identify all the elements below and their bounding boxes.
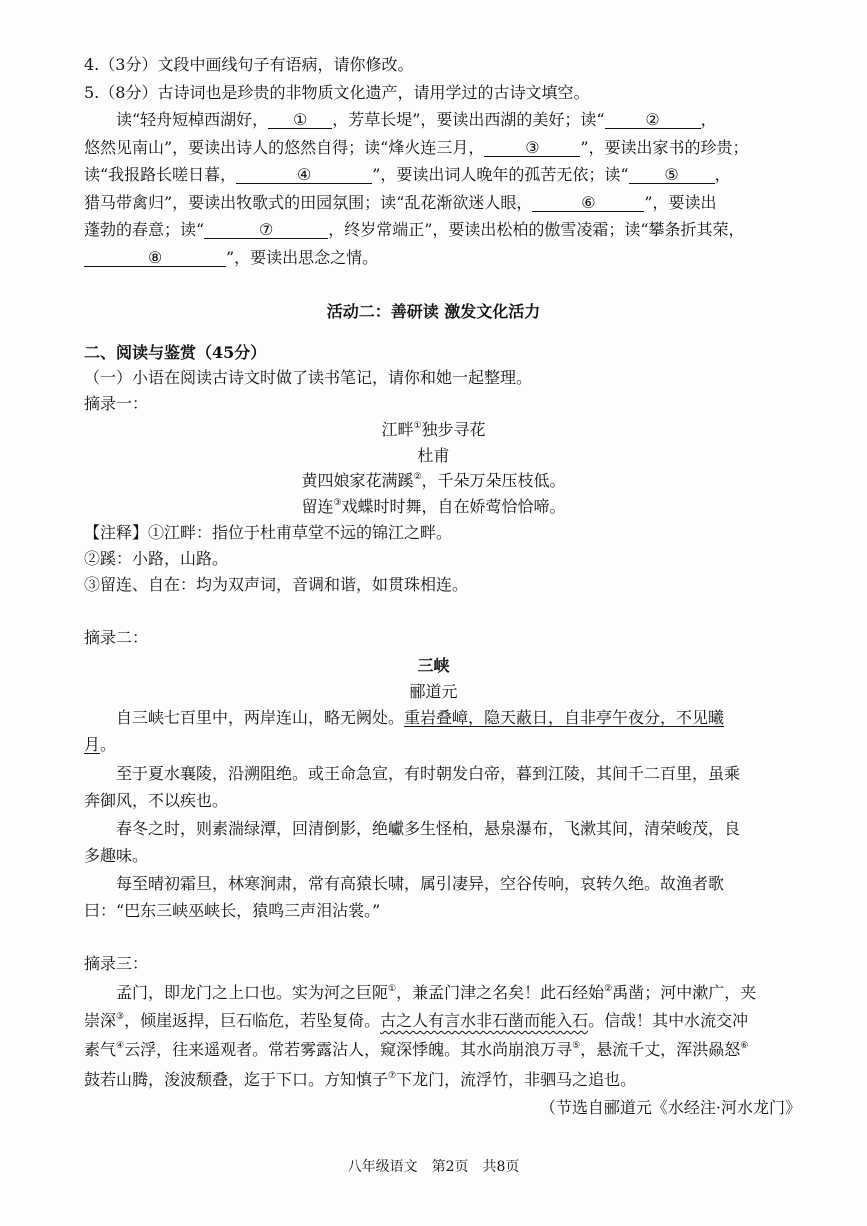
text-segment: 留连 [301,497,334,516]
footnote-marker: ① [413,421,422,431]
poem-note-1: 【注释】①江畔：指位于杜甫草堂不远的锦江之畔。 [84,523,453,542]
answer-blank-7[interactable]: ⑦ [204,220,328,239]
excerpt-2-p4-line-2: 曰：“巴东三峡巫峡长，猿鸣三声泪沾裳。” [84,901,381,920]
text-segment: 素气 [84,1040,117,1059]
text-segment: ”，要读出家书的珍贵； [580,138,749,157]
excerpt-3-line-2 [84,1011,847,1031]
text-segment: ，倾崖返捍，巨石临危，若坠复倚。 [124,1011,381,1030]
text-segment: 。 [100,735,117,754]
part-1-intro: （一）小语在阅读古诗文时做了读书笔记，请你和她一起整理。 [84,368,533,387]
answer-blank-4[interactable]: ④ [236,165,372,184]
poem-line-1 [0,471,867,491]
question-5-line-1 [116,110,797,130]
text-segment: ，终岁常端正”，要读出松柏的傲雪凌霜；读“攀条折其荣， [328,220,745,239]
excerpt-2-p3-line-2: 多趣味。 [84,846,149,865]
section-title: 二、阅读与鉴赏（45分） [84,343,267,362]
text-segment: 读“我报路长嗟日暮， [84,165,237,184]
text-segment: 江畔 [381,420,414,439]
excerpt-3-line-3 [84,1040,847,1060]
text-segment: ”，要读出词人晚年的孤苦无依；读“ [372,165,629,184]
activity-title: 活动二：善研读 激发文化活力 [326,302,541,321]
poem-line-2 [0,497,867,517]
text-segment: ，悬流千丈，浑洪赑怒 [580,1040,741,1059]
excerpt-3-source: （节选自郦道元《水经注·河水龙门》 [539,1098,801,1117]
poem-author: 杜甫 [417,446,450,465]
footnote-marker: ③ [333,498,342,508]
footnote-marker: ① [388,984,397,994]
question-5-line-4 [84,193,797,213]
question-5-stem: 5.（8分）古诗词也是珍贵的非物质文化遗产，请用学过的古诗文填空。 [84,83,590,102]
text-segment: ”，要读出思念之情。 [226,248,379,267]
question-5-line-5 [84,220,797,240]
text-segment: 。信哉！其中水流交冲 [588,1011,749,1030]
footnote-marker: ⑥ [740,1041,749,1051]
excerpt-2-p2-line-2: 奔御风，不以疾也。 [84,791,229,810]
footnote-marker: ② [604,984,613,994]
text-segment: 蓬勃的春意；读“ [84,220,205,239]
answer-blank-6[interactable]: ⑥ [532,193,644,212]
underlined-sentence: 重岩叠嶂，隐天蔽日，自非亭午夜分，不见曦 [404,708,725,727]
answer-blank-3[interactable]: ③ [484,138,580,157]
text-segment: 孟门，即龙门之上口也。实为河之巨阨 [116,983,389,1002]
excerpt-2-title: 三峡 [417,656,450,675]
poem-title [0,420,867,440]
footnote-marker: ⑦ [388,1071,397,1081]
text-segment: ，兼孟门津之名矣！此石经始 [396,983,605,1002]
text-segment: ， [714,165,731,184]
underlined-sentence: 月 [84,735,101,754]
text-segment: 读“轻舟短棹西湖好， [116,110,269,129]
text-segment: 下龙门，流浮竹，非驷马之追也。 [396,1070,637,1089]
footnote-marker: ⑤ [572,1041,581,1051]
excerpt-2-p1-line-1 [116,708,797,728]
excerpt-1-label: 摘录一： [84,394,149,413]
text-segment: 悠然见南山”，要读出诗人的悠然自得；读“烽火连三月， [84,138,485,157]
question-5-line-6 [84,248,797,268]
text-segment: 独步寻花 [421,420,486,439]
excerpt-2-author: 郦道元 [409,682,458,701]
text-segment: 猎马带禽归”，要读出牧歌式的田园氛围；读“乱花渐欲迷人眼， [84,193,533,212]
text-segment: 云浮，往来遥观者。常若雾露沾人，窥深悸魄。其水尚崩浪万寻 [124,1040,573,1059]
excerpt-3-line-4 [84,1070,797,1090]
text-segment: 崇深 [84,1011,117,1030]
text-segment: ”，要读出 [644,193,717,212]
excerpt-3-label: 摘录三： [84,954,149,973]
page-footer: 八年级语文 第2页 共8页 [347,1159,520,1175]
wavy-underlined-sentence: 古之人有言水非石凿而能入石 [380,1011,589,1030]
text-segment: ，芳草长堤”，要读出西湖的美好；读“ [332,110,605,129]
excerpt-2-label: 摘录二： [84,628,149,647]
answer-blank-2[interactable]: ② [605,110,701,129]
excerpt-3-line-1 [116,983,847,1003]
answer-blank-5[interactable]: ⑤ [629,165,715,184]
text-segment: 禹凿；河中漱广，夹 [612,983,757,1002]
footnote-marker: ③ [116,1012,125,1022]
answer-blank-1[interactable]: ① [268,110,332,129]
text-segment: ， [700,110,717,129]
answer-blank-8[interactable]: ⑧ [84,248,226,267]
excerpt-2-p2-line-1: 至于夏水襄陵，沿溯阻绝。或王命急宣，有时朝发白帝，暮到江陵，其间千二百里，虽乘 [116,764,741,783]
question-5-line-3 [84,165,797,185]
poem-note-2: ②蹊：小路，山路。 [84,549,229,568]
text-segment: 自三峡七百里中，两岸连山，略无阙处。 [116,708,405,727]
excerpt-2-p3-line-1: 春冬之时，则素湍绿潭，回清倒影，绝巘多生怪柏，悬泉瀑布，飞漱其间，清荣峻茂，良 [116,819,741,838]
text-segment: 黄四娘家花满蹊 [301,471,414,490]
text-segment: ，千朵万朵压枝低。 [421,471,566,490]
text-segment: 戏蝶时时舞，自在娇莺恰恰啼。 [341,497,566,516]
footnote-marker: ④ [116,1041,125,1051]
footnote-marker: ② [413,472,422,482]
excerpt-2-p4-line-1: 每至晴初霜旦，林寒涧肃，常有高猿长啸，属引凄异，空谷传响，哀转久绝。故渔者歌 [116,874,725,893]
question-4: 4.（3分）文段中画线句子有语病，请你修改。 [84,55,414,74]
text-segment: 鼓若山腾，浚波颓叠，迄于下口。方知慎子 [84,1070,389,1089]
poem-note-3: ③留连、自在：均为双声词，音调和谐，如贯珠相连。 [84,575,469,594]
excerpt-2-p1-line-2 [84,735,797,755]
question-5-line-2 [84,138,797,158]
